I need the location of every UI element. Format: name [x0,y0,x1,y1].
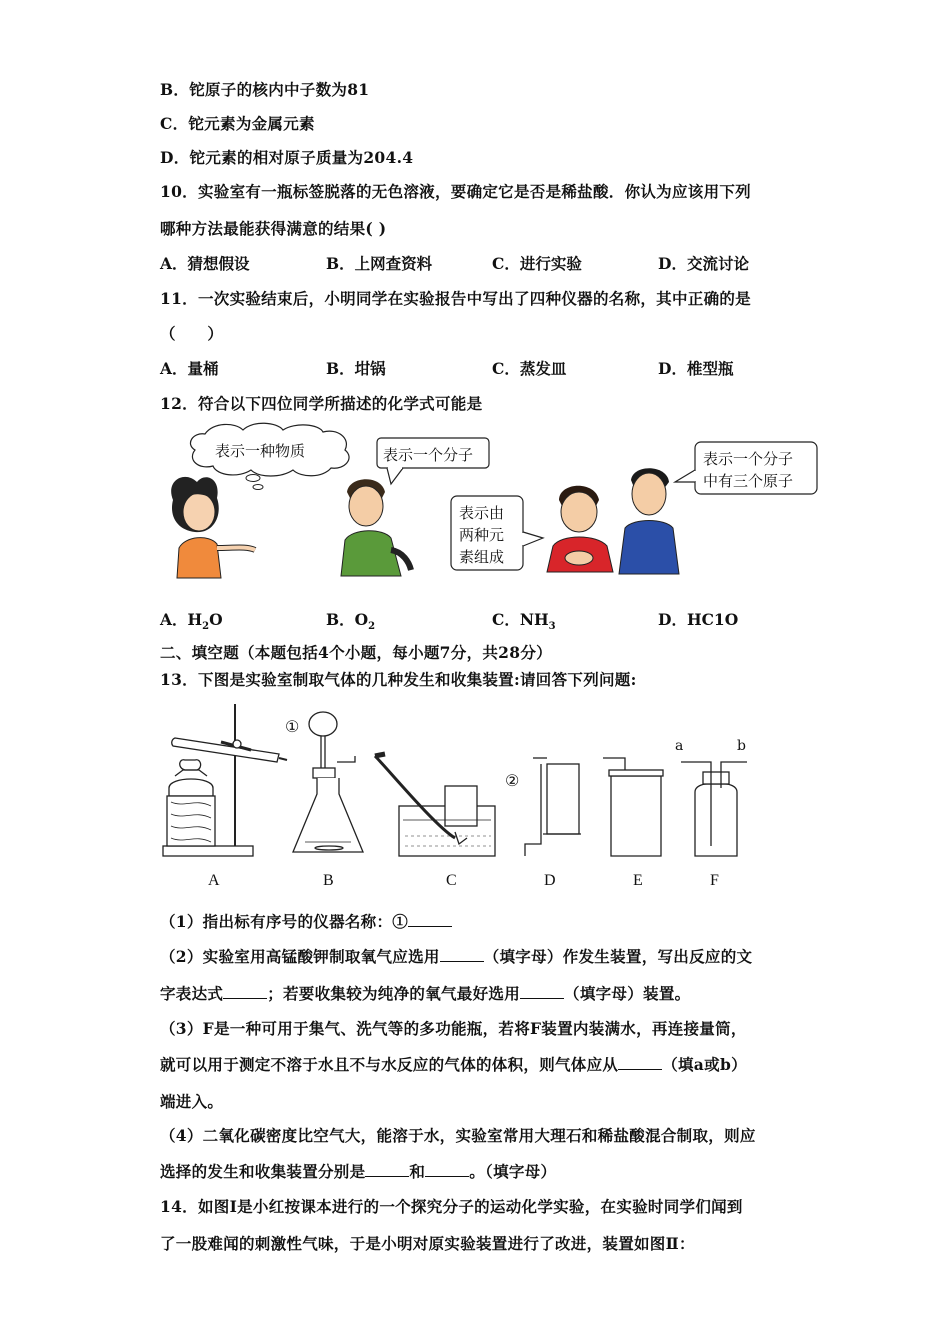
q14-line2: 了一股难闻的刺激性气味，于是小明对原实验装置进行了改进，装置如图Ⅱ： [160,1234,695,1253]
q13-part2-line2: 字表达式 ；若要收集较为纯净的氧气最好选用 （填字母）装置。 [160,984,691,1003]
port-a-label: a [675,738,684,754]
q9-option-d: D．铊元素的相对原子质量为204.4 [160,148,414,167]
q11-option-d: D．椎型瓶 [658,359,734,378]
label-f: F [710,872,719,889]
q12-option-a: A．$H_2O$ [160,610,223,633]
apparatus-f [675,738,747,856]
bubble-4-line1: 表示一个分子 [703,450,794,468]
q12-cartoon-figure [155,420,835,590]
q12-option-d: D．HC1O [658,610,739,629]
speech-bubble-2 [377,438,489,484]
bubble-3-line3: 素组成 [459,548,505,566]
apparatus-d [505,758,581,856]
q12-stem: 12．符合以下四位同学所描述的化学式可能是 [160,394,483,413]
q11-option-b: B．坩锅 [326,359,386,378]
bubble-2-text: 表示一个分子 [383,446,474,464]
q10-option-a: A．猜想假设 [160,254,250,273]
bubble-4-line2: 中有三个原子 [703,472,794,490]
q10-option-d: D．交流讨论 [658,254,749,273]
boy-green-figure [341,479,411,576]
q13-part1: （1）指出标有序号的仪器名称：① [160,910,452,932]
q13-part3-line1: （3）F是一种可用于集气、洗气等的多功能瓶，若将F装置内装满水，再连接量筒， [160,1019,747,1038]
speech-bubble-4 [675,442,817,494]
speech-bubble-3 [451,496,543,570]
q13-part4-line1: （4）二氧化碳密度比空气大，能溶于水，实验室常用大理石和稀盐酸混合制取，则应 [160,1126,756,1145]
q12-option-b: B．$O_2$ [326,610,376,633]
q12-option-c: C．$NH_3$ [492,610,556,633]
q14-line1: 14．如图Ⅰ是小红按课本进行的一个探究分子的运动化学实验，在实验时同学们闻到 [160,1197,743,1216]
q10-stem-line1: 10．实验室有一瓶标签脱落的无色溶液，要确定它是否是稀盐酸．你认为应该用下列 [160,182,751,201]
q13-part3-line2: 就可以用于测定不溶于水且不与水反应的气体的体积，则气体应从 （填a或b） [160,1055,747,1074]
mark-2: ② [505,771,520,790]
label-c: C [446,872,457,889]
q13-part4-line2: 选择的发生和收集装置分别是 和 。（填字母） [160,1162,557,1181]
q10-option-b: B．上网查资料 [326,254,433,273]
q10-option-c: C．进行实验 [492,254,582,273]
q10-stem-line2: 哪种方法最能获得满意的结果( ) [160,219,387,238]
apparatus-b [285,712,363,852]
speech-bubble-1 [190,423,349,489]
q11-stem-line2: （ ） [160,324,224,343]
apparatus-e [603,758,663,856]
q13-part3-line3: 端进入。 [160,1092,224,1111]
label-e: E [633,872,643,889]
boy-blue-figure [619,468,679,574]
q11-option-a: A．量桶 [160,359,219,378]
q13-part2-line1: （2）实验室用高锰酸钾制取氧气应选用 （填字母）作发生装置，写出反应的文 [160,947,753,966]
boy-red-figure [547,486,613,572]
label-b: B [323,872,334,889]
girl-figure [171,477,255,578]
section-2-heading: 二、填空题（本题包括4个小题，每小题7分，共28分） [160,643,552,662]
q9-option-c: C．铊元素为金属元素 [160,114,315,133]
bubble-1-text: 表示一种物质 [215,442,306,460]
q11-option-c: C．蒸发皿 [492,359,567,378]
q13-apparatus-figure [155,696,775,871]
apparatus-a [163,704,287,856]
q13-stem: 13．下图是实验室制取气体的几种发生和收集装置:请回答下列问题: [160,670,637,689]
q11-stem-line1: 11．一次实验结束后，小明同学在实验报告中写出了四种仪器的名称，其中正确的是 [160,289,751,308]
port-b-label: b [737,738,746,754]
q9-option-b: B．铊原子的核内中子数为81 [160,80,370,99]
label-a: A [208,872,220,889]
apparatus-c [375,754,495,856]
label-d: D [544,872,556,889]
bubble-3-line1: 表示由 [459,504,505,522]
mark-1: ① [285,717,300,736]
bubble-3-line2: 两种元 [459,526,505,544]
